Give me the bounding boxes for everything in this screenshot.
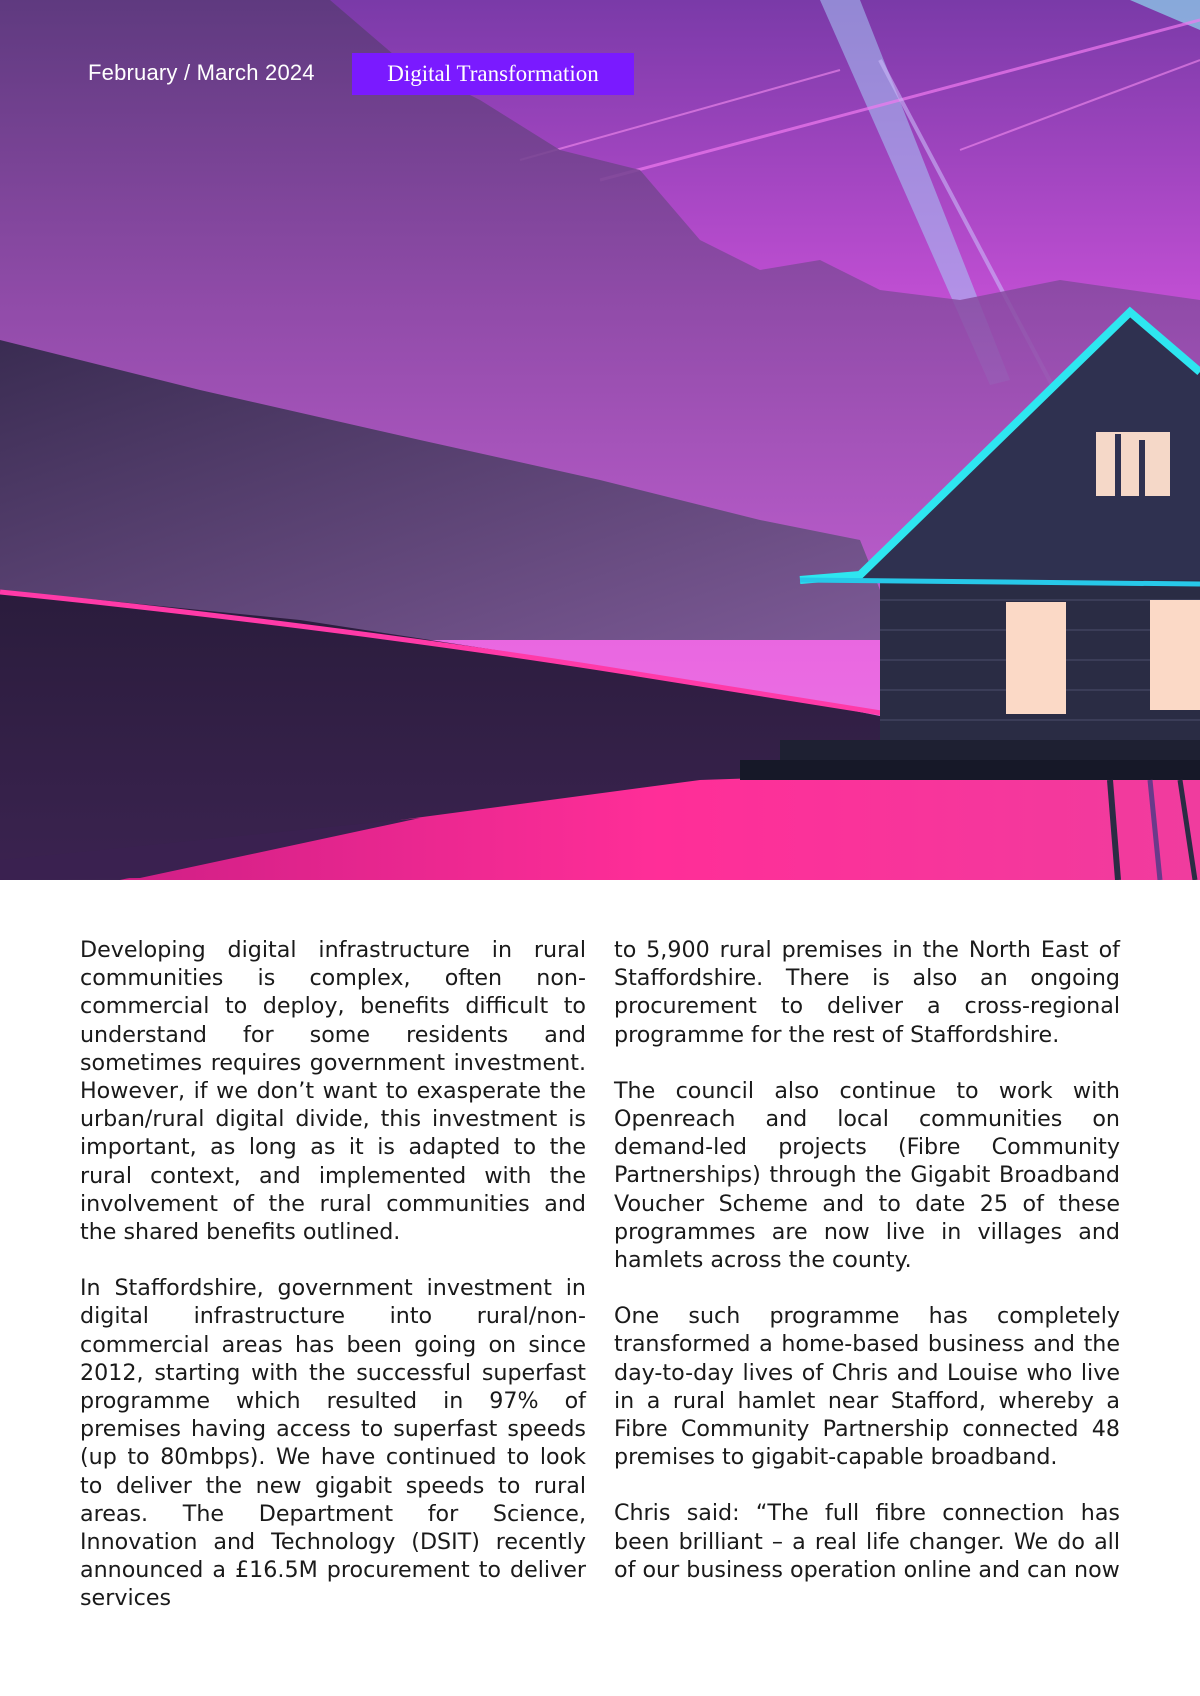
paragraph: Developing digital infrastructure in rural communities is complex, often non-commercial to deploy, benefits difficult to understand for some residents and sometimes requires government investment. However, if we don’t want to exasperate the urban/rural digital divide, this investment is important, as long as it is adapted to the rural context, and implemented with the involvement of the rural communities and the shared benefits outlined. (80, 937, 586, 1246)
paragraph: Chris said: “The full fibre connection has been brilliant – a real life changer. We do all of our business operation online and can now (614, 1500, 1120, 1583)
issue-date: February / March 2024 (88, 60, 315, 85)
paragraph: The council also continue to work with Openreach and local communities on demand-led projects (Fibre Community Partnerships) through the Gigabit Broadband Voucher Scheme and to date 25 of these programmes are now live in villages and hamlets across the county. (614, 1077, 1120, 1274)
article-column-right (614, 936, 1120, 1641)
article-body (80, 936, 1120, 1641)
paragraph: In Staffordshire, government investment in digital infrastructure into rural/non-commercial areas has been going on since 2012, starting with the successful superfast programme which resulted in 97% of premises having access to superfast speeds (up to 80mbps). We have continued to look to deliver the new gigabit speeds to rural areas. The Department for Science, Innovation and Technology (DSIT) recently announced a £16.5M procurement to deliver services (80, 1275, 586, 1612)
article-column-left (80, 936, 586, 1641)
paragraph: One such programme has completely transformed a home-based business and the day-to-day lives of Chris and Louise who live in a rural hamlet near Stafford, whereby a Fibre Community Partnership connected 48 premises to gigabit-capable broadband. (614, 1303, 1120, 1471)
category-tag: Digital Transformation (352, 53, 634, 95)
paragraph: to 5,900 rural premises in the North East of Staffordshire. There is also an ongoing procurement to deliver a cross-regional programme for the rest of Staffordshire. (614, 937, 1120, 1048)
